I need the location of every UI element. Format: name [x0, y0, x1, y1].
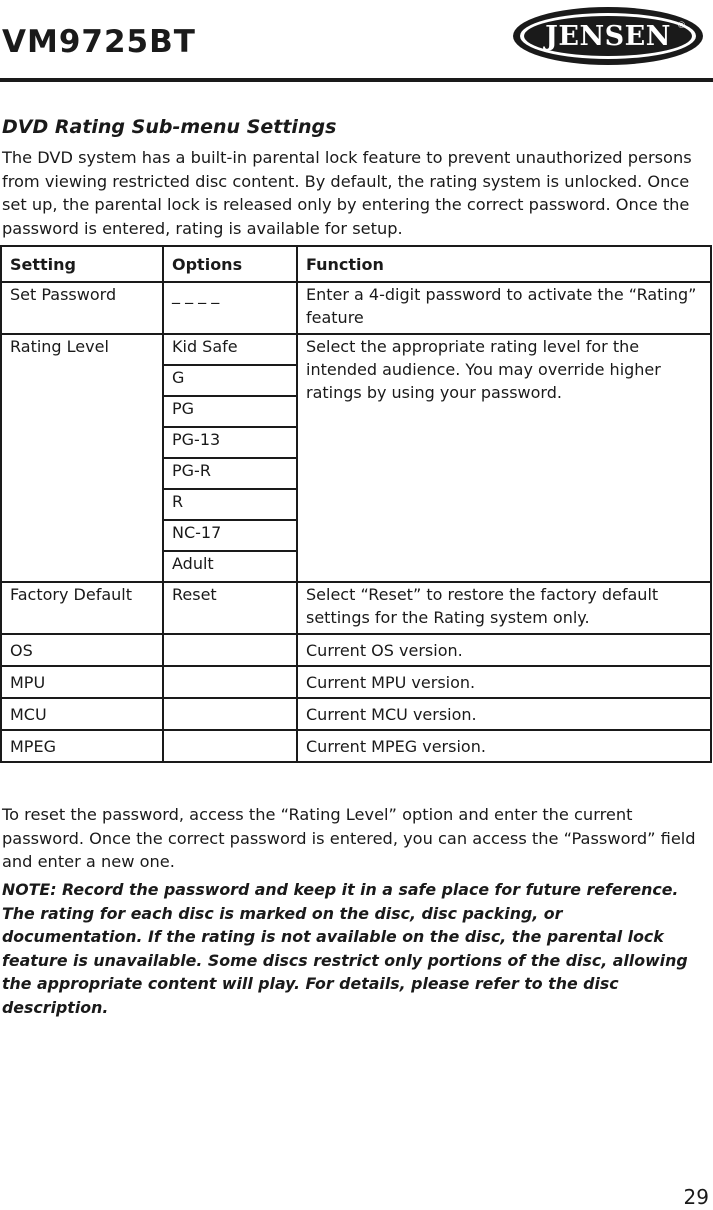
cell-option: R: [163, 489, 297, 520]
cell-function: Select the appropriate rating level for the intended audience. You may override higher ratings by using your password.: [297, 334, 711, 582]
cell-option: Adult: [163, 551, 297, 582]
cell-option: [163, 666, 297, 698]
cell-option: G: [163, 365, 297, 396]
cell-function: Current MCU version.: [297, 698, 711, 730]
rating-settings-table: [0, 245, 712, 763]
table-row: [1, 582, 711, 634]
header-rule: [0, 78, 713, 82]
header-setting: Setting: [1, 246, 163, 282]
cell-option: [163, 730, 297, 762]
table-row: [1, 698, 711, 730]
model-title: VM9725BT: [2, 24, 196, 60]
note-paragraph: NOTE: Record the password and keep it in a safe place for future reference. The rating for each disc is marked on the disc, disc packing, or documentation. If the rating is not available on the disc, the parental lock feature is unavailable. Some discs restrict only portions of the disc, allowing the appropriate content will play. For details, please refer to the disc description.: [2, 880, 688, 1017]
cell-setting: MPEG: [1, 730, 163, 762]
reset-password-paragraph: To reset the password, access the “Rating Level” option and enter the current password. Once the correct password is entered, you can access the “Password” field and enter a new one.: [2, 805, 696, 871]
header-options: Options: [163, 246, 297, 282]
table-row: [1, 334, 711, 365]
table-row: [1, 282, 711, 334]
cell-option: _ _ _ _: [163, 282, 297, 334]
svg-text:JENSEN: JENSEN: [545, 21, 671, 52]
jensen-logo: [510, 4, 710, 68]
svg-text:®: ®: [677, 21, 686, 31]
cell-setting: MCU: [1, 698, 163, 730]
cell-option: PG: [163, 396, 297, 427]
table-row: [1, 666, 711, 698]
cell-function: Enter a 4-digit password to activate the “Rating” feature: [297, 282, 711, 334]
cell-setting: MPU: [1, 666, 163, 698]
intro-paragraph: The DVD system has a built-in parental lock feature to prevent unauthorized persons from viewing restricted disc content. By default, the rating system is unlocked. Once set up, the parental lock is released only by entering the correct password. Once the password is entered, rating is available for setup.: [2, 148, 692, 238]
cell-function: Select “Reset” to restore the factory default settings for the Rating system only.: [297, 582, 711, 634]
cell-function: Current OS version.: [297, 634, 711, 666]
table-row: [1, 730, 711, 762]
page-number: 29: [683, 1185, 709, 1209]
cell-setting: Set Password: [1, 282, 163, 334]
table-header-row: [1, 246, 711, 282]
cell-option: [163, 698, 297, 730]
header-function: Function: [297, 246, 711, 282]
section-title: DVD Rating Sub-menu Settings: [2, 116, 337, 138]
cell-setting: Rating Level: [1, 334, 163, 582]
cell-function: Current MPU version.: [297, 666, 711, 698]
cell-option: [163, 634, 297, 666]
cell-function: Current MPEG version.: [297, 730, 711, 762]
page-header: [0, 0, 713, 84]
cell-option: NC-17: [163, 520, 297, 551]
table-row: [1, 634, 711, 666]
cell-setting: Factory Default: [1, 582, 163, 634]
cell-option: PG-13: [163, 427, 297, 458]
cell-option: PG-R: [163, 458, 297, 489]
cell-setting: OS: [1, 634, 163, 666]
cell-option: Kid Safe: [163, 334, 297, 365]
cell-option: Reset: [163, 582, 297, 634]
